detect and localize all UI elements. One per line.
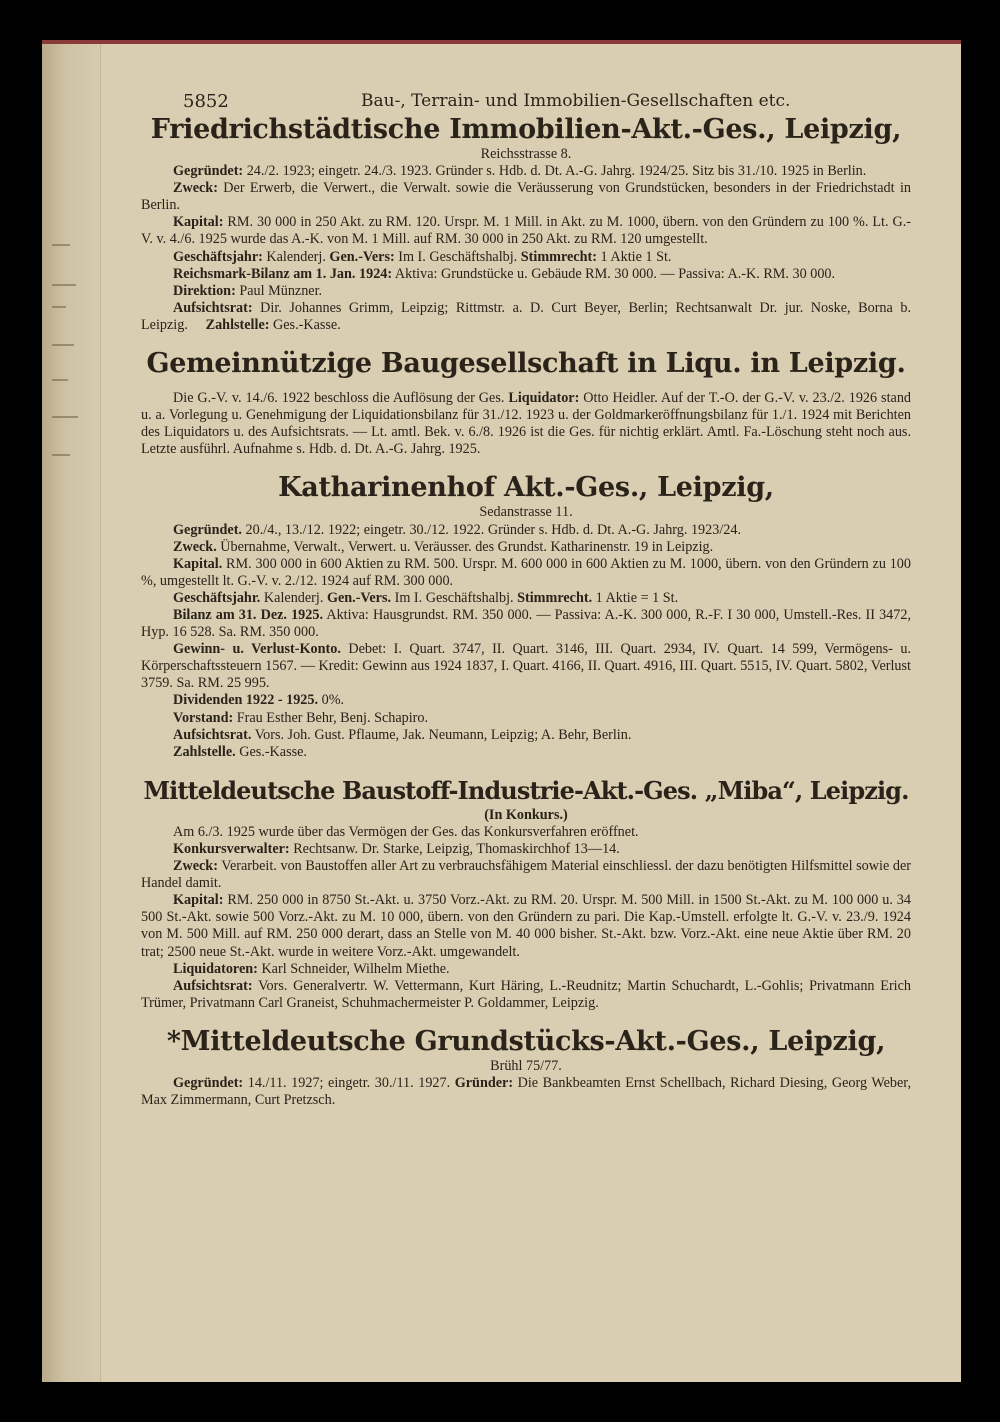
entry-paragraph: Die G.-V. v. 14./6. 1922 beschloss die Auflösung der Ges. Liquidator: Otto Heidler. Auf der T.-O. der G.-V. v. 23./2. 1926 stand u. a. Vorlegung u. Genehmigung der Liquidationsbilanz für 31./12. 1923 u. der Goldmarkeröffnungsbilanz für 1./1. 1924 mit Berichten des Liquidators u. des Aufsichtsrats. — Lt. amtl. Bek. v. 6./8. 1926 ist die Ges. für nichtig erklärt. Amtl. Fa.-Löschung steht noch aus. Letzte ausführl. Aufnahme s. Hdb. d. Dt. A.-G. Jahrg. 1925. xyxy=(141,390,912,458)
entry-address: Sedanstrasse 11. xyxy=(479,504,573,521)
entry-address: Reichsstrasse 8. xyxy=(480,146,572,162)
entry-status: (In Konkurs.) xyxy=(484,806,568,823)
entry-paragraph: Konkursverwalter: Rechtsanw. Dr. Starke, Leipzig, Thomaskirchhof 13—14. xyxy=(173,841,620,857)
entry-paragraph: Geschäftsjahr: Kalenderj. Gen.-Vers: Im I. Geschäftshalbj. Stimmrecht: 1 Aktie 1 St. xyxy=(173,248,672,265)
entry-paragraph: Kapital. RM. 300 000 in 600 Aktien zu RM. 500. Urspr. M. 600 000 in 600 Aktien zu M. 1000, übern. von den Gründern zu 100 %, umgestellt lt. G.-V. v. 2./12. 1924 auf RM. 300 000. xyxy=(141,555,911,589)
entry-title: Mitteldeutsche Baustoff-Industrie-Akt.-Ges. „Miba“, Leipzig. xyxy=(143,775,909,805)
entry-paragraph: Kapital: RM. 30 000 in 250 Akt. zu RM. 120. Urspr. M. 1 Mill. in Akt. zu M. 1000, übern. von den Gründern zu 100 %. Lt. G.-V. v. 4./6. 1925 wurde das A.-K. von M. 1 Mill. auf RM. 30 000 in 250 Akt. zu RM. 120 umgestellt. xyxy=(141,214,911,248)
entry-title: Katharinenhof Akt.-Ges., Leipzig, xyxy=(278,472,774,504)
entry-paragraph: Liquidatoren: Karl Schneider, Wilhelm Miethe. xyxy=(173,960,450,977)
entry-paragraph: Zweck: Der Erwerb, die Verwert., die Verwalt. sowie die Veräusserung von Grundstücken, besonders in der Friedrichstadt in Berlin. xyxy=(141,180,911,214)
entry-paragraph: Zweck: Verarbeit. von Baustoffen aller Art zu verbrauchsfähigem Material einschliessl. der dazu benötigten Hilfsmittel sowie der Handel damit. xyxy=(141,858,911,892)
entry-paragraph: Gegründet: 14./11. 1927; eingetr. 30./11. 1927. Gründer: Die Bankbeamten Ernst Schellbach, Richard Diesing, Georg Weber, Max Zimmermann, Curt Pretzsch. xyxy=(141,1075,911,1109)
entry-paragraph: Am 6./3. 1925 wurde über das Vermögen der Ges. das Konkursverfahren eröffnet. xyxy=(173,823,639,840)
entry-paragraph: Kapital: RM. 250 000 in 8750 St.-Akt. u. 3750 Vorz.-Akt. zu RM. 20. Urspr. M. 500 Mill. in 1500 St.-Akt. zu M. 100 000 u. 34 500 St.-Akt. sowie 500 Vorz.-Akt. zu M. 10 000, übern. von den Gründern zu pari. Die Kap.-Umstell. erfolgte lt. G.-V. v. 23./9. 1924 von M. 500 Mill. auf RM. 250 000 derart, dass an Stelle von M. 40 000 bisher. St.-Akt. bzw. Vorz.-Akt. eine neue Aktie über RM. 20 trat; 2500 neue St.-Akt. wurde in weitere Vorz.-Akt. umgewandelt. xyxy=(141,892,911,960)
entry-paragraph: Aufsichtsrat: Vors. Generalvertr. W. Vettermann, Kurt Häring, L.-Reudnitz; Martin Schuchardt, L.-Gohlis; Privatmann Erich Trümer, Privatmann Carl Graneist, Schuhmachermeister P. Goldammer, Leipzig. xyxy=(141,977,911,1011)
company-entry xyxy=(141,114,911,334)
content-column xyxy=(141,114,911,1109)
entry-title: Gemeinnützige Baugesellschaft in Liqu. in Leipzig. xyxy=(146,348,906,380)
entry-paragraph: Dividenden 1922 - 1925. 0%. xyxy=(173,692,345,709)
entry-paragraph: Bilanz am 31. Dez. 1925. Aktiva: Hausgrundst. RM. 350 000. — Passiva: A.-K. 300 000, R.-F. I 30 000, Umstell.-Res. II 3472, Hyp. 16 528. Sa. RM. 350 000. xyxy=(141,606,911,641)
entry-paragraph: Gegründet: 24./2. 1923; eingetr. 24./3. 1923. Gründer s. Hdb. d. Dt. A.-G. Jahrg. 1924/25. Sitz bis 31./10. 1925 in Berlin. xyxy=(173,163,867,180)
company-entry xyxy=(141,348,911,458)
entry-title: *Mitteldeutsche Grundstücks-Akt.-Ges., Leipzig, xyxy=(166,1025,886,1057)
running-title: Bau-, Terrain- und Immobilien-Gesellschaften etc. xyxy=(361,91,791,111)
entry-paragraph: Vorstand: Frau Esther Behr, Benj. Schapiro. xyxy=(173,709,429,726)
entry-title: Friedrichstädtische Immobilien-Akt.-Ges., Leipzig, xyxy=(150,114,902,145)
entry-paragraph: Zweck. Übernahme, Verwalt., Verwert. u. Veräusser. des Grundst. Katharinenstr. 19 in Leipzig. xyxy=(173,538,714,555)
entry-paragraph: Aufsichtsrat. Vors. Joh. Gust. Pflaume, Jak. Neumann, Leipzig; A. Behr, Berlin. xyxy=(173,726,632,743)
company-entry xyxy=(141,775,911,1012)
entry-address: Brühl 75/77. xyxy=(490,1057,562,1074)
entry-paragraph: Direktion: Paul Münzner. xyxy=(173,282,323,299)
page-number: 5852 xyxy=(183,91,229,112)
company-entry xyxy=(141,472,911,760)
entry-paragraph: Aufsichtsrat: Dir. Johannes Grimm, Leipzig; Rittmstr. a. D. Curt Beyer, Berlin; Rechtsanwalt Dr. jur. Noske, Borna b. Leipzig. Zahlstelle: Ges.-Kasse. xyxy=(141,299,911,333)
entry-paragraph: Zahlstelle. Ges.-Kasse. xyxy=(173,743,307,760)
page-edge-stack xyxy=(42,44,101,1382)
entry-paragraph: Reichsmark-Bilanz am 1. Jan. 1924: Aktiva: Grundstücke u. Gebäude RM. 30 000. — Passiva: A.-K. RM. 30 000. xyxy=(173,265,836,282)
company-entry xyxy=(141,1026,911,1109)
entry-paragraph: Gegründet. 20./4., 13./12. 1922; eingetr. 30./12. 1922. Gründer s. Hdb. d. Dt. A.-G. Jahrg. 1923/24. xyxy=(173,521,741,538)
entry-paragraph: Gewinn- u. Verlust-Konto. Debet: I. Quart. 3747, II. Quart. 3146, III. Quart. 2934, IV. Quart. 14 599, Vermögens- u. Körperschaftssteuern 1567. — Kredit: Gewinn aus 1924 1837, I. Quart. 4166, II. Quart. 4916, III. Quart. 5515, IV. Quart. 5802, Verlust 3759. Sa. RM. 25 995. xyxy=(141,641,911,692)
entry-paragraph: Geschäftsjahr. Kalenderj. Gen.-Vers. Im I. Geschäftshalbj. Stimmrecht. 1 Aktie = 1 St. xyxy=(173,589,679,606)
